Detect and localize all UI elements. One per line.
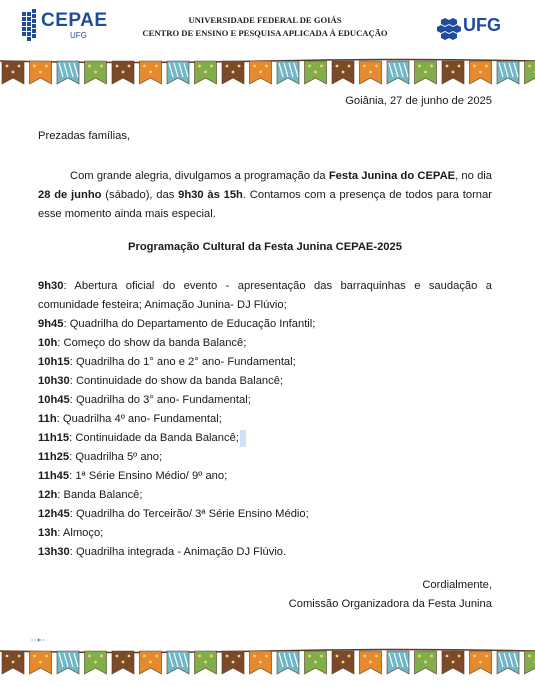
schedule-time: 11h15 [38, 432, 70, 444]
letterhead [0, 0, 535, 60]
schedule-description: : Quadrilha 4º ano- Fundamental; [56, 413, 222, 425]
bunting-flag [442, 651, 464, 674]
schedule-description: : 1ª Série Ensino Médio/ 9º ano; [69, 470, 228, 482]
bunting-flag [332, 651, 354, 674]
schedule-item [38, 353, 492, 372]
bunting-flag [2, 61, 24, 84]
intro-text-2: , no dia [455, 170, 493, 182]
bunting-flag [30, 61, 52, 84]
bunting-flag [222, 61, 244, 84]
institution-line-1: UNIVERSIDADE FEDERAL DE GOIÁS [188, 15, 342, 25]
bunting-flag [497, 651, 519, 674]
bunting-flag [305, 651, 327, 674]
schedule-description: : Continuidade do show da banda Balancê; [69, 375, 284, 387]
ufg-logo-text: UFG [463, 15, 501, 35]
bunting-flag [85, 61, 107, 84]
cepae-logo-subtext: UFG [70, 31, 87, 40]
schedule-time: 13h [38, 527, 58, 539]
intro-event-date: 28 de junho [38, 189, 102, 201]
schedule-time: 10h30 [38, 375, 70, 387]
schedule-time: 11h45 [38, 470, 70, 482]
bunting-flag [470, 61, 492, 84]
bunting-flag [360, 651, 382, 674]
bunting-flag [140, 651, 162, 674]
intro-event-name: Festa Junina do CEPAE [328, 170, 456, 182]
text-cursor-marker-icon [31, 638, 45, 642]
letter-date: Goiânia, 27 de junho de 2025 [345, 95, 492, 107]
letter-greeting: Prezadas famílias, [38, 130, 131, 142]
schedule-time: 11h25 [38, 451, 70, 463]
intro-text-4: . Contamos com a presença de todos para tornar esse momento ainda mais especial. [38, 189, 492, 220]
closing: Cordialmente, [422, 579, 492, 591]
schedule-description: : Quadrilha 5º ano; [69, 451, 163, 463]
schedule-item [38, 543, 492, 562]
schedule-description: : Começo do show da banda Balancê; [57, 337, 247, 349]
bunting-flag [112, 651, 134, 674]
schedule-description: : Quadrilha integrada - Animação DJ Flúvio. [69, 546, 287, 558]
bunting-flag [85, 651, 107, 674]
bunting-flag [250, 61, 272, 84]
bunting-flag [250, 651, 272, 674]
bunting-flag [167, 651, 189, 674]
institution-name [130, 14, 400, 40]
bunting-flag [442, 61, 464, 84]
bunting-flag [277, 651, 299, 674]
bunting-flag [360, 61, 382, 84]
schedule-description: : Abertura oficial do evento - apresentação das barraquinhas e saudação a comunidade festeira; Animação Junina- DJ Flúvio; [38, 280, 492, 311]
cepae-logo-text: CEPAE [41, 10, 108, 31]
schedule-time: 9h30 [38, 280, 64, 292]
schedule-time: 13h30 [38, 546, 70, 558]
schedule-description: : Almoço; [57, 527, 104, 539]
schedule-item [38, 467, 492, 486]
bunting-flag [497, 61, 519, 84]
schedule-description: : Quadrilha do Departamento de Educação Infantil; [63, 318, 316, 330]
schedule-item [38, 277, 492, 315]
schedule-item [38, 505, 492, 524]
schedule-item [38, 391, 492, 410]
bunting-flag [332, 61, 354, 84]
bunting-flag [305, 61, 327, 84]
bunting-flag [140, 61, 162, 84]
bunting-flag [525, 61, 535, 84]
text-selection-cursor [240, 430, 246, 447]
bunting-flag [2, 651, 24, 674]
schedule-item [38, 486, 492, 505]
schedule-description: : Banda Balancê; [57, 489, 143, 501]
bunting-flag [525, 651, 535, 674]
intro-paragraph [38, 167, 492, 224]
schedule-list [38, 277, 492, 562]
bunting-flag [415, 651, 437, 674]
schedule-time: 10h45 [38, 394, 70, 406]
bunting-flag [112, 61, 134, 84]
schedule-item [38, 315, 492, 334]
schedule-description: : Quadrilha do 3° ano- Fundamental; [69, 394, 251, 406]
schedule-item [38, 372, 492, 391]
schedule-description: : Quadrilha do Terceirão/ 3ª Série Ensino Médio; [69, 508, 309, 520]
schedule-time: 10h [38, 337, 58, 349]
program-title: Programação Cultural da Festa Junina CEPAE-2025 [128, 241, 402, 253]
schedule-item [38, 524, 492, 543]
intro-text-1: Com grande alegria, divulgamos a programação da [70, 170, 329, 182]
bunting-flag [387, 61, 409, 84]
schedule-description: : Quadrilha do 1° ano e 2° ano- Fundamental; [69, 356, 296, 368]
bunting-flag [30, 651, 52, 674]
festa-junina-bunting-bottom [0, 648, 535, 678]
schedule-time: 12h45 [38, 508, 70, 520]
bunting-flag [195, 651, 217, 674]
festa-junina-bunting-top [0, 58, 535, 88]
schedule-item [38, 410, 492, 429]
schedule-time: 10h15 [38, 356, 70, 368]
schedule-description: : Continuidade da Banda Balancê; [69, 432, 239, 444]
intro-text-3: (sábado), das [101, 189, 179, 201]
bunting-flag [222, 651, 244, 674]
schedule-time: 12h [38, 489, 58, 501]
bunting-flag [277, 61, 299, 84]
bunting-flag [195, 61, 217, 84]
letter-signoff [38, 576, 492, 614]
bunting-flag [387, 651, 409, 674]
schedule-time: 9h45 [38, 318, 64, 330]
signature: Comissão Organizadora da Festa Junina [288, 598, 492, 610]
institution-line-2: CENTRO DE ENSINO E PESQUISA APLICADA À EDUCAÇÃO [142, 28, 388, 38]
intro-event-time: 9h30 às 15h [178, 189, 243, 201]
schedule-item [38, 334, 492, 353]
bunting-flag [470, 651, 492, 674]
schedule-item [38, 448, 492, 467]
schedule-time: 11h [38, 413, 57, 425]
bunting-flag [167, 61, 189, 84]
schedule-item [38, 429, 492, 448]
bunting-flag [415, 61, 437, 84]
bunting-flag [57, 61, 79, 84]
bunting-flag [57, 651, 79, 674]
